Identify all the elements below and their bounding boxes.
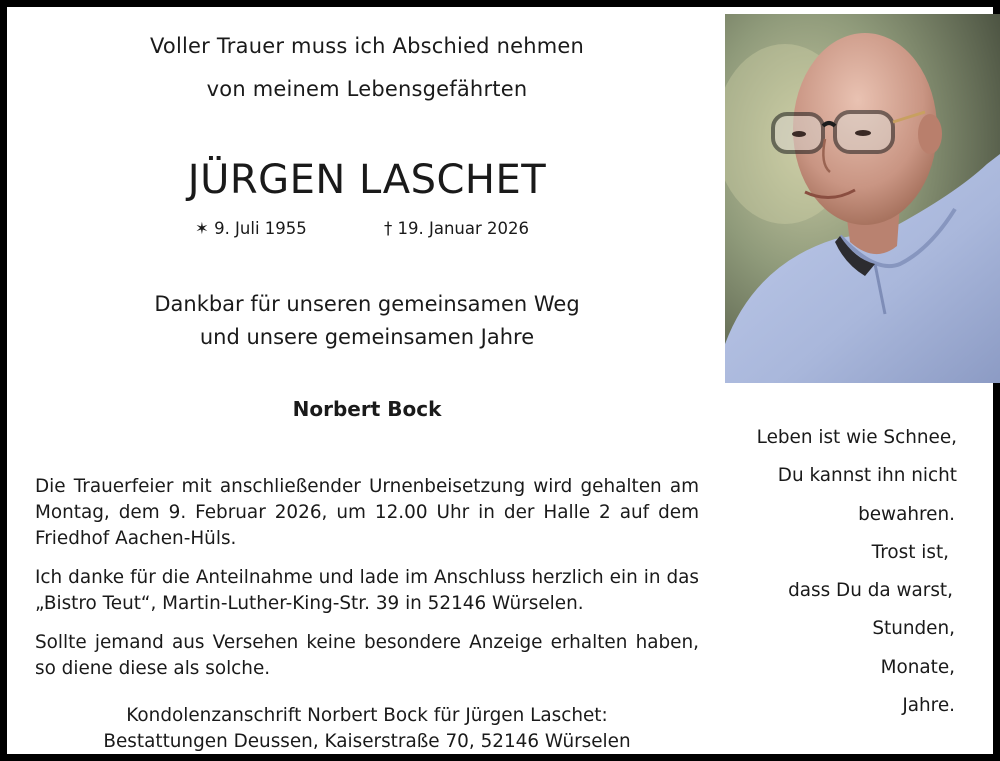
condolence-address — [27, 703, 707, 755]
poem-line: Leben ist wie Schnee, — [756, 427, 957, 448]
deceased-name: JÜRGEN LASCHET — [187, 157, 547, 203]
poem-line: Trost ist, — [871, 542, 949, 563]
notice-paragraph: Sollte jemand aus Versehen keine besondere Anzeige erhalten haben, so diene diese als solche. — [35, 632, 699, 679]
invitation-paragraph: Ich danke für die Anteilnahme und lade im Anschluss herzlich ein in das „Bistro Teut“, Martin-Luther-King-Str. 39 in 52146 Würselen. — [35, 567, 699, 614]
birth-date: ✶ 9. Juli 1955 — [195, 219, 307, 238]
thanks-line-1: Dankbar für unseren gemeinsamen Weg — [154, 292, 580, 316]
funeral-paragraph: Die Trauerfeier mit anschließender Urnenbeisetzung wird gehalten am Montag, dem 9. Februar 2026, um 12.00 Uhr in der Halle 2 auf dem Friedhof Aachen-Hüls. — [35, 476, 699, 549]
poem-line: Monate, — [880, 657, 955, 678]
death-date: † 19. Januar 2026 — [384, 219, 530, 238]
signer-name: Norbert Bock — [292, 397, 442, 421]
intro-line-2: von meinem Lebensgefährten — [206, 77, 528, 101]
poem-line: Stunden, — [872, 618, 955, 639]
poem-line: bewahren. — [858, 504, 955, 525]
poem-line: dass Du da warst, — [788, 580, 953, 601]
intro-line-1: Voller Trauer muss ich Abschied nehmen — [149, 34, 585, 58]
poem-line: Jahre. — [902, 695, 955, 716]
poem-line: Du kannst ihn nicht — [777, 465, 957, 486]
address-line-2: Bestattungen Deussen, Kaiserstraße 70, 52146 Würselen — [103, 731, 631, 752]
thanks-line-2: und unsere gemeinsamen Jahre — [199, 325, 535, 349]
address-line-1: Kondolenzanschrift Norbert Bock für Jürgen Laschet: — [126, 705, 608, 726]
portrait-photo — [725, 14, 1000, 383]
